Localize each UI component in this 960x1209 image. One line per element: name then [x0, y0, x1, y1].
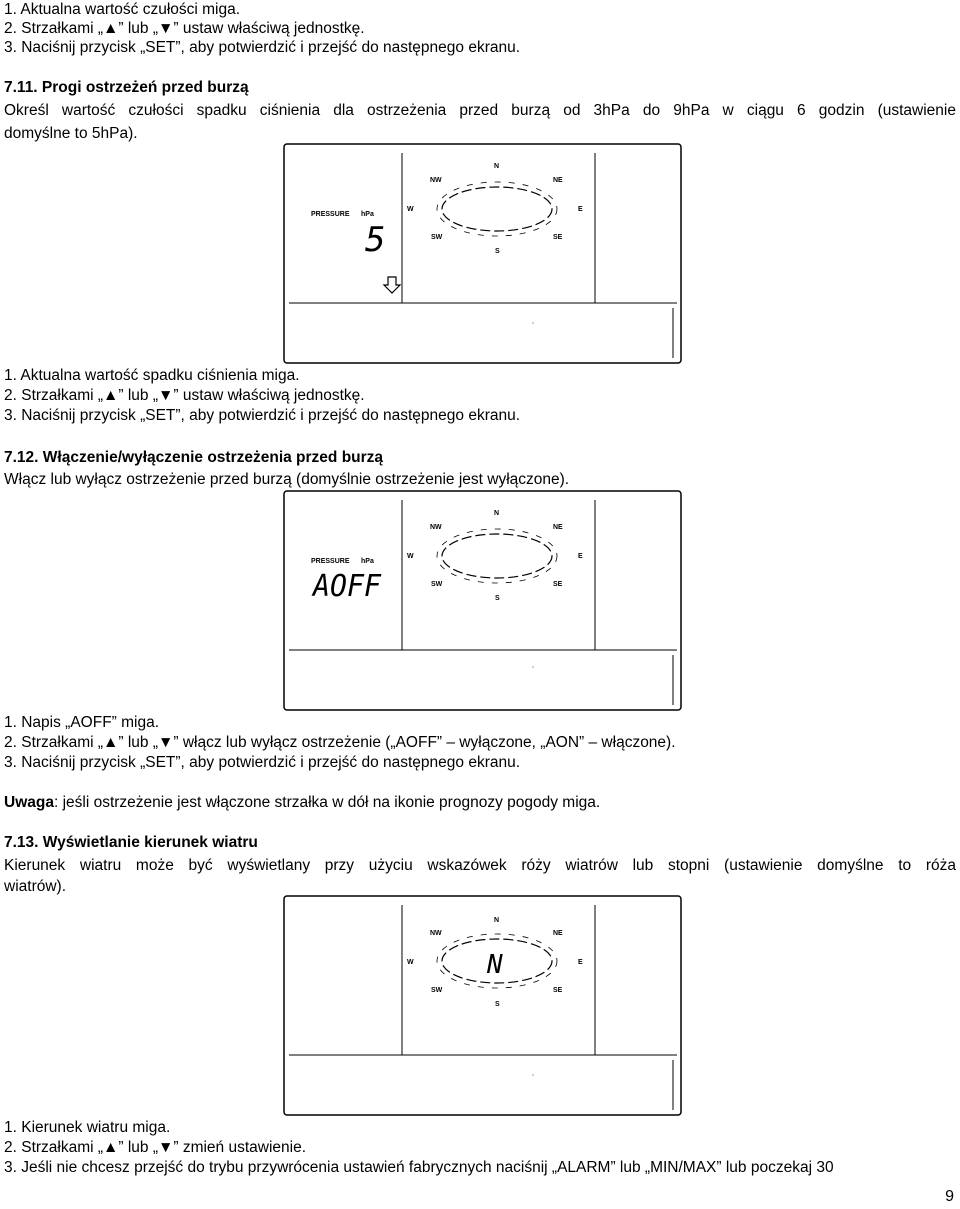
- compass-ne: NE: [553, 177, 563, 184]
- compass-se: SE: [553, 581, 563, 588]
- compass-nw: NW: [430, 524, 442, 531]
- unit-label: hPa: [361, 211, 374, 218]
- compass-sw: SW: [431, 987, 443, 994]
- section-7-12-heading: 7.12. Włączenie/wyłączenie ostrzeżenia przed burzą: [4, 449, 384, 466]
- compass-ne: NE: [553, 524, 563, 531]
- compass-e: E: [578, 959, 583, 966]
- section-7-12-step-3: 3. Naciśnij przycisk „SET”, aby potwierdzić i przejść do następnego ekranu.: [4, 754, 521, 771]
- compass-e: E: [578, 206, 583, 213]
- compass-sw: SW: [431, 234, 443, 241]
- section-7-11-paragraph-line2: domyślne to 5hPa).: [4, 125, 138, 142]
- compass-sw: SW: [431, 581, 443, 588]
- compass-s: S: [495, 248, 500, 255]
- compass-se: SE: [553, 234, 563, 241]
- compass-nw: NW: [430, 177, 442, 184]
- pressure-value: 5: [365, 220, 386, 260]
- compass-s: S: [495, 595, 500, 602]
- pressure-label: PRESSURE: [311, 558, 350, 565]
- lcd-screen-wind-direction: [283, 895, 683, 1117]
- note-label: Uwaga: [4, 794, 54, 811]
- compass-nw: NW: [430, 930, 442, 937]
- section-7-11-step-1: 1. Aktualna wartość spadku ciśnienia miga.: [4, 367, 300, 384]
- section-7-12-step-1: 1. Napis „AOFF” miga.: [4, 714, 160, 731]
- compass-s: S: [495, 1001, 500, 1008]
- top-step-3: 3. Naciśnij przycisk „SET”, aby potwierdzić i przejść do następnego ekranu.: [4, 39, 521, 56]
- compass-w: W: [407, 553, 414, 560]
- lcd-screen-alarm-off: [283, 490, 683, 712]
- section-7-13-step-1: 1. Kierunek wiatru miga.: [4, 1119, 171, 1136]
- section-7-11-step-2: 2. Strzałkami „▲” lub „▼” ustaw właściwą jednostkę.: [4, 387, 365, 404]
- section-7-11-step-3: 3. Naciśnij przycisk „SET”, aby potwierdzić i przejść do następnego ekranu.: [4, 407, 521, 424]
- section-7-12-paragraph: Włącz lub wyłącz ostrzeżenie przed burzą (domyślnie ostrzeżenie jest wyłączone).: [4, 471, 570, 488]
- compass-n: N: [494, 510, 500, 517]
- compass-w: W: [407, 959, 414, 966]
- section-7-13-step-3: 3. Jeśli nie chcesz przejść do trybu przywrócenia ustawień fabrycznych naciśnij „ALARM” lub „MIN/MAX” lub poczekaj 30: [4, 1159, 834, 1176]
- top-step-2: 2. Strzałkami „▲” lub „▼” ustaw właściwą jednostkę.: [4, 20, 365, 37]
- pressure-label: PRESSURE: [311, 211, 350, 218]
- unit-label: hPa: [361, 558, 374, 565]
- compass-ne: NE: [553, 930, 563, 937]
- section-7-12-note: [4, 793, 600, 813]
- top-step-1: 1. Aktualna wartość czułości miga.: [4, 1, 241, 18]
- compass-n: N: [494, 163, 500, 170]
- section-7-11-heading: 7.11. Progi ostrzeżeń przed burzą: [4, 79, 249, 96]
- compass-se: SE: [553, 987, 563, 994]
- section-7-13-paragraph-line2: wiatrów).: [4, 878, 67, 895]
- compass-w: W: [407, 206, 414, 213]
- lcd-screen-pressure-threshold: [283, 143, 683, 365]
- compass-n: N: [494, 917, 500, 924]
- compass-e: E: [578, 553, 583, 560]
- section-7-11-paragraph-line1: Określ wartość czułości spadku ciśnienia dla ostrzeżenia przed burzą od 3hPa do 9hPa w ciągu 6 godzin (ustawienie: [4, 102, 956, 119]
- section-7-13-paragraph-line1: Kierunek wiatru może być wyświetlany przy użyciu wskazówek róży wiatrów lub stopni (ustawienie domyślne to róża: [4, 857, 956, 874]
- page-number: 9: [945, 1188, 954, 1205]
- alarm-state-value: AOFF: [311, 569, 382, 604]
- wind-direction-value: N: [487, 950, 503, 980]
- section-7-13-step-2: 2. Strzałkami „▲” lub „▼” zmień ustawienie.: [4, 1139, 307, 1156]
- section-7-13-heading: 7.13. Wyświetlanie kierunek wiatru: [4, 834, 258, 851]
- note-text: : jeśli ostrzeżenie jest włączone strzałka w dół na ikonie prognozy pogody miga.: [53, 794, 601, 811]
- section-7-12-step-2: 2. Strzałkami „▲” lub „▼” włącz lub wyłącz ostrzeżenie („AOFF” – wyłączone, „AON” – włączone).: [4, 734, 676, 751]
